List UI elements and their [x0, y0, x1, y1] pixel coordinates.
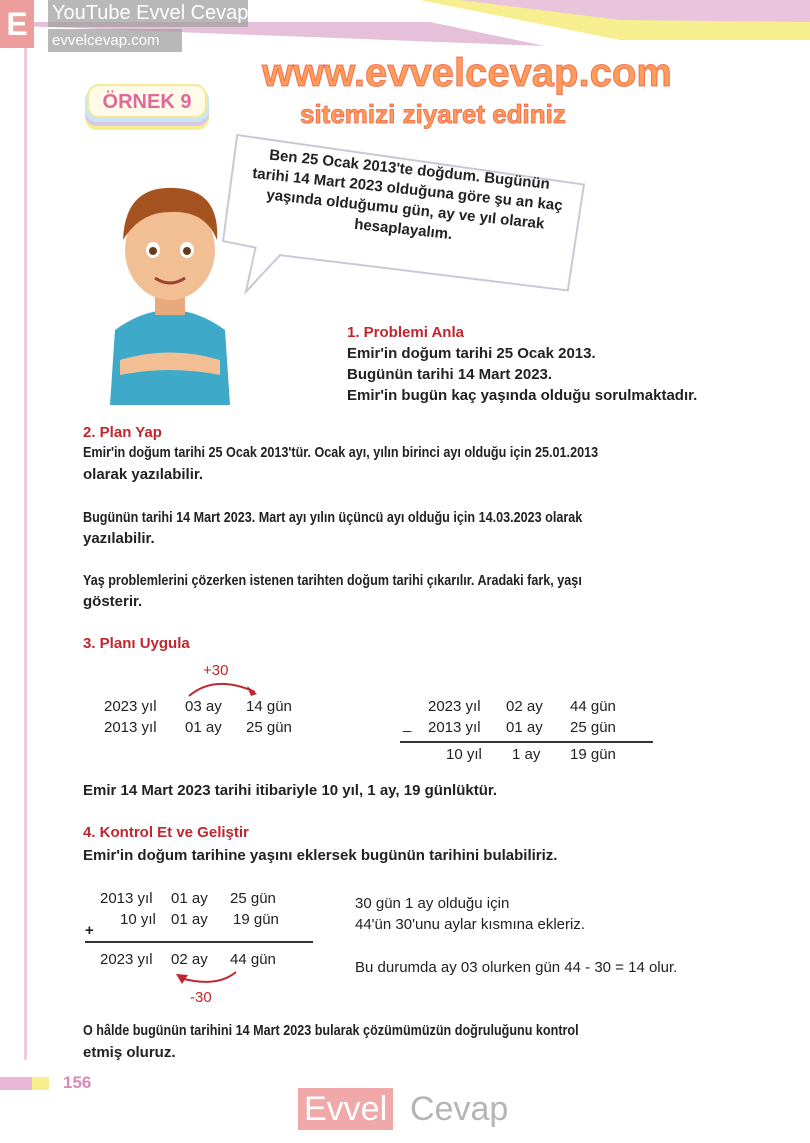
calc-cell: 2013 yıl: [104, 719, 157, 736]
result-cell: 2023 yıl: [100, 951, 153, 968]
sum-line: [400, 741, 653, 743]
step3-conclusion: Emir 14 Mart 2023 tarihi itibariyle 10 yıl, 1 ay, 19 günlüktür.: [83, 782, 498, 799]
result-cell: 10 yıl: [446, 746, 482, 763]
logo-e: E: [0, 0, 34, 48]
sum-line: [85, 941, 313, 943]
badge-label: ÖRNEK 9: [87, 84, 207, 118]
calc-cell: 01 ay: [185, 719, 222, 736]
calc-cell: 01 ay: [171, 890, 208, 907]
step4-note: Bu durumda ay 03 olurken gün 44 - 30 = 14 olur.: [355, 959, 678, 976]
result-cell: 02 ay: [171, 951, 208, 968]
calc-cell: 19 gün: [233, 911, 279, 928]
calc-cell: 2013 yıl: [428, 719, 481, 736]
channel-label: YouTube Evvel Cevap: [48, 0, 248, 27]
calc-cell: 2023 yıl: [104, 698, 157, 715]
page-number: 156: [63, 1073, 92, 1092]
watermark-sub: sitemizi ziyaret ediniz: [300, 99, 566, 129]
step2-text: yazılabilir.: [83, 530, 155, 547]
step4-title: 4. Kontrol Et ve Geliştir: [83, 824, 249, 841]
step1-line: Emir'in doğum tarihi 25 Ocak 2013.: [347, 345, 596, 362]
calc-cell: 10 yıl: [120, 911, 156, 928]
site-label: evvelcevap.com: [48, 29, 182, 52]
step3-title: 3. Planı Uygula: [83, 635, 190, 652]
step1-title: 1. Problemi Anla: [347, 324, 464, 341]
step2-text: olarak yazılabilir.: [83, 466, 204, 483]
final-text: O hâlde bugünün tarihini 14 Mart 2023 bularak çözümümüzün doğruluğunu kontrol: [83, 1022, 579, 1039]
speech-bubble: [219, 130, 591, 297]
step2-text: Emir'in doğum tarihi 25 Ocak 2013'tür. Ocak ayı, yılın birinci ayı olduğu için 25.01.2013: [83, 444, 599, 461]
step1-line: Bugünün tarihi 14 Mart 2023.: [347, 366, 553, 383]
speech-bubble-text: Ben 25 Ocak 2013'te doğdum. Bugünün tarihi 14 Mart 2023 olduğuna göre şu an kaç yaşında olduğumu gün, ay ve yıl olarak hesaplayalım.: [251, 146, 564, 244]
footer-bar-yellow: [32, 1077, 49, 1090]
footer-logo-evvel: Evvel: [298, 1088, 393, 1130]
footer-bar-pink: [0, 1077, 32, 1090]
step4-note: 30 gün 1 ay olduğu için: [355, 895, 510, 912]
borrow-label: +30: [203, 662, 229, 679]
margin-line: [24, 40, 27, 1060]
result-cell: 44 gün: [230, 951, 276, 968]
carry-arrow-icon: [172, 970, 242, 988]
borrow-arrow-icon: [185, 678, 265, 698]
result-cell: 1 ay: [512, 746, 541, 763]
step2-text: Bugünün tarihi 14 Mart 2023. Mart ayı yılın üçüncü ayı olduğu için 14.03.2023 olarak: [83, 509, 583, 526]
calc-cell: 2023 yıl: [428, 698, 481, 715]
calc-cell: 14 gün: [246, 698, 292, 715]
watermark-main: www.evvelcevap.com: [262, 51, 672, 95]
calc-cell: 2013 yıl: [100, 890, 153, 907]
result-cell: 19 gün: [570, 746, 616, 763]
example-badge: [85, 84, 209, 130]
calc-cell: 01 ay: [506, 719, 543, 736]
plus-sign: +: [85, 922, 94, 939]
step2-title: 2. Plan Yap: [83, 424, 162, 441]
step2-text: Yaş problemlerini çözerken istenen tarihten doğum tarihi çıkarılır. Aradaki fark, yaşı: [83, 572, 582, 589]
calc-cell: 03 ay: [185, 698, 222, 715]
calc-cell: 25 gün: [246, 719, 292, 736]
step4-intro: Emir'in doğum tarihine yaşını eklersek bugünün tarihini bulabiliriz.: [83, 847, 558, 864]
footer-logo-cevap: Cevap: [410, 1090, 509, 1128]
final-text: etmiş oluruz.: [83, 1044, 176, 1061]
calc-cell: 02 ay: [506, 698, 543, 715]
calc-cell: 25 gün: [230, 890, 276, 907]
calc-cell: 25 gün: [570, 719, 616, 736]
step1-line: Emir'in bugün kaç yaşında olduğu sorulmaktadır.: [347, 387, 698, 404]
carry-label: -30: [190, 989, 212, 1006]
calc-cell: 44 gün: [570, 698, 616, 715]
minus-sign: _: [403, 716, 412, 733]
step4-note: 44'ün 30'unu aylar kısmına ekleriz.: [355, 916, 586, 933]
calc-cell: 01 ay: [171, 911, 208, 928]
step2-text: gösterir.: [83, 593, 143, 610]
